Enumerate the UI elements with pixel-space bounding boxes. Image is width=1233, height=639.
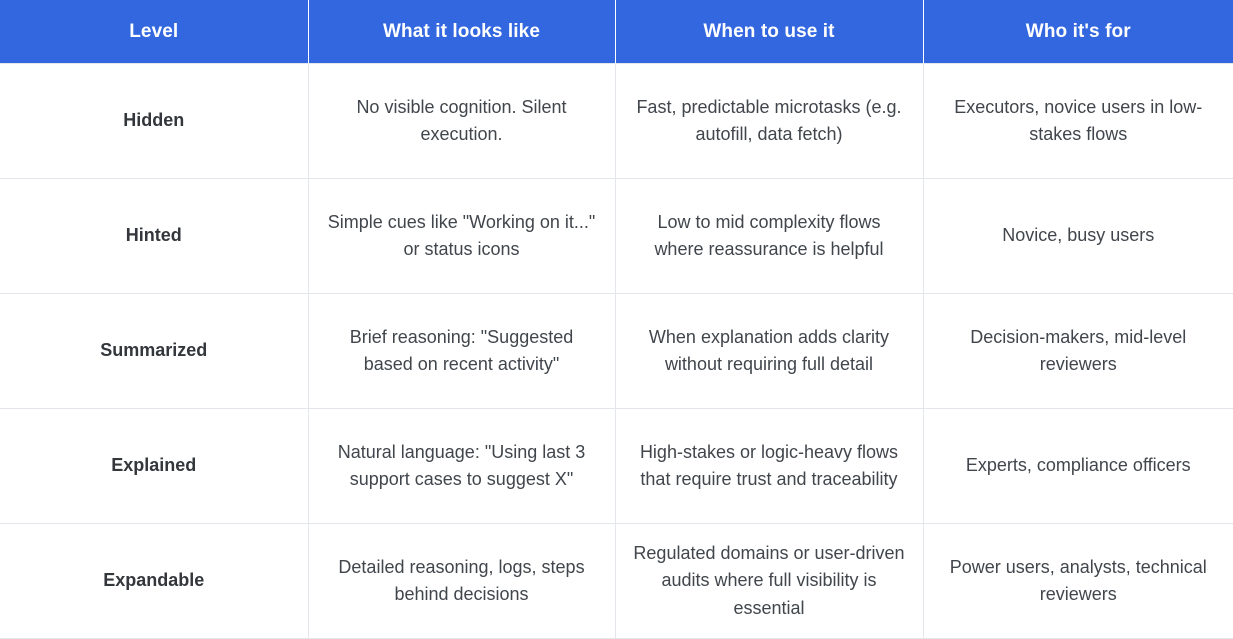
cell-who-for: Decision-makers, mid-level reviewers <box>923 294 1233 409</box>
cell-when-to-use: When explanation adds clarity without requiring full detail <box>615 294 923 409</box>
cell-level: Expandable <box>0 524 308 639</box>
column-header-what-it-looks-like: What it looks like <box>308 0 615 64</box>
cell-looks-like: Simple cues like "Working on it..." or status icons <box>308 179 615 294</box>
table-row <box>0 294 1233 409</box>
cell-who-for: Executors, novice users in low-stakes flows <box>923 64 1233 179</box>
cell-looks-like: Natural language: "Using last 3 support cases to suggest X" <box>308 409 615 524</box>
cell-looks-like: Detailed reasoning, logs, steps behind decisions <box>308 524 615 639</box>
table-row <box>0 179 1233 294</box>
table-header <box>0 0 1233 64</box>
cell-who-for: Experts, compliance officers <box>923 409 1233 524</box>
cell-looks-like: No visible cognition. Silent execution. <box>308 64 615 179</box>
cell-when-to-use: Regulated domains or user-driven audits where full visibility is essential <box>615 524 923 639</box>
cell-level: Summarized <box>0 294 308 409</box>
cell-when-to-use: Fast, predictable microtasks (e.g. autofill, data fetch) <box>615 64 923 179</box>
cell-looks-like: Brief reasoning: "Suggested based on recent activity" <box>308 294 615 409</box>
cell-when-to-use: Low to mid complexity flows where reassurance is helpful <box>615 179 923 294</box>
table-row <box>0 409 1233 524</box>
cell-level: Hidden <box>0 64 308 179</box>
cell-who-for: Power users, analysts, technical reviewers <box>923 524 1233 639</box>
cell-level: Explained <box>0 409 308 524</box>
cell-who-for: Novice, busy users <box>923 179 1233 294</box>
cell-level: Hinted <box>0 179 308 294</box>
table-row <box>0 524 1233 639</box>
column-header-who-its-for: Who it's for <box>923 0 1233 64</box>
column-header-when-to-use-it: When to use it <box>615 0 923 64</box>
cell-when-to-use: High-stakes or logic-heavy flows that require trust and traceability <box>615 409 923 524</box>
column-header-level: Level <box>0 0 308 64</box>
table-row <box>0 64 1233 179</box>
table-header-row <box>0 0 1233 64</box>
table-body <box>0 64 1233 639</box>
